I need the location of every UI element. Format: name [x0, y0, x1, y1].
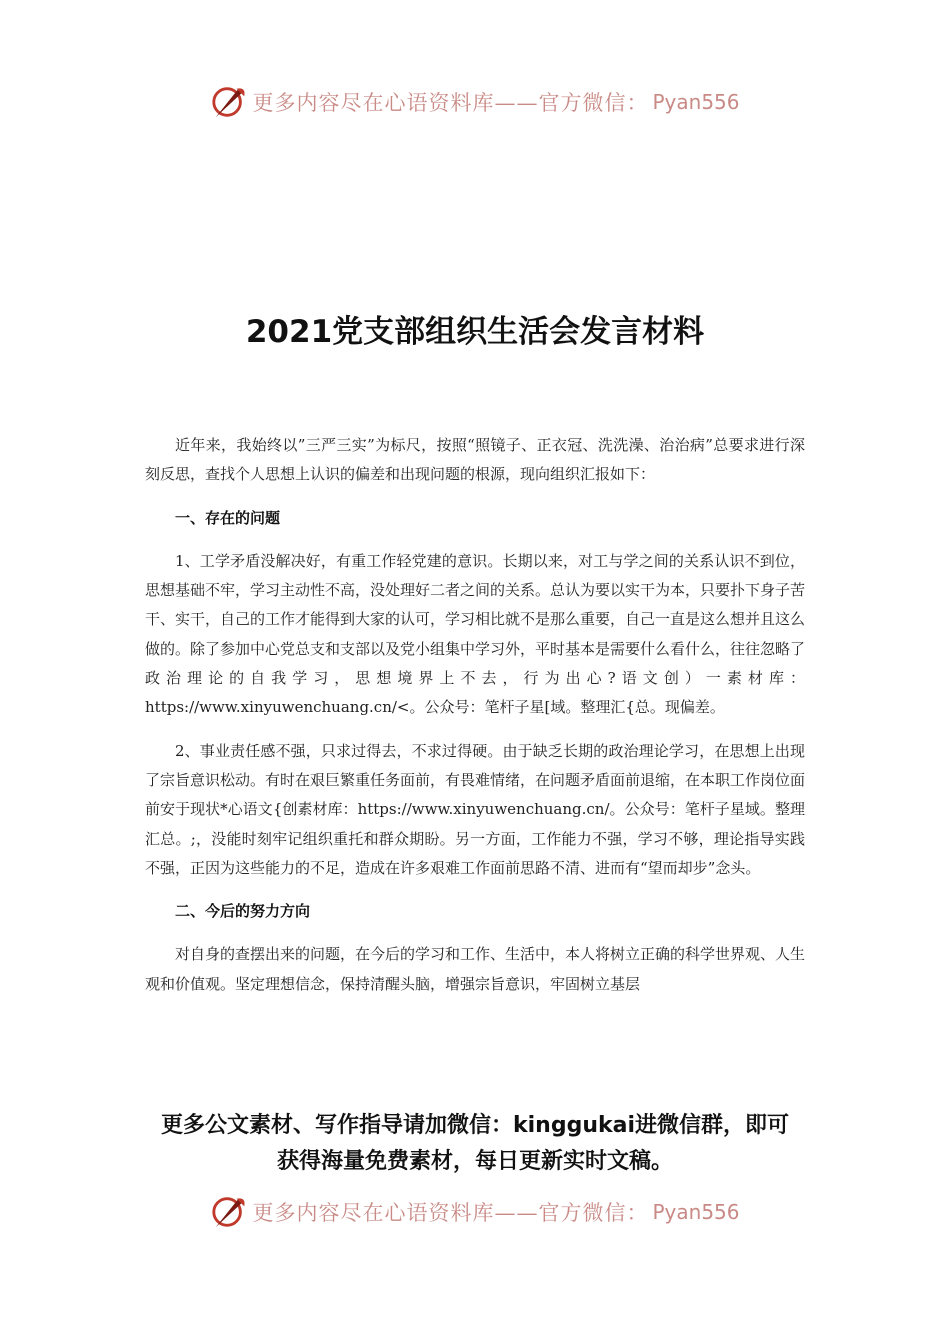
footer-wechat-id: Pyan556	[652, 1200, 740, 1224]
document-body	[145, 431, 805, 1013]
direction-paragraph: 对自身的查摆出来的问题，在今后的学习和工作、生活中，本人将树立正确的科学世界观、人生观和价值观。坚定理想信念，保持清醒头脑，增强宗旨意识，牢固树立基层	[145, 945, 806, 993]
intro-paragraph: 近年来，我始终以”三严三实”为标尺，按照“照镜子、正衣冠、洗洗澡、治治病”总要求进行深刻反思，查找个人思想上认识的偏差和出现问题的根源，现向组织汇报如下：	[145, 436, 805, 484]
section-heading-problems: 一、存在的问题	[175, 508, 281, 527]
quill-logo-icon	[210, 1193, 248, 1231]
footer-banner	[0, 1190, 950, 1234]
promo-line-2: 获得海量免费素材，每日更新实时文稿。	[276, 1149, 673, 1174]
problem-paragraph-2: 2、事业责任感不强，只求过得去，不求过得硬。由于缺乏长期的政治理论学习，在思想上出现了宗旨意识松动。有时在艰巨繁重任务面前，有畏难情绪，在问题矛盾面前退缩，在本职工作岗位面前安于现状*心语文{创素材库：https://www.xinyuwenchuang.cn/。公众号：笔杆子星域。整理汇总。;，没能时刻牢记组织重托和群众期盼。另一方面，工作能力不强，学习不够，理论指导实践不强，正因为这些能力的不足，造成在许多艰难工作面前思路不清、进而有“望而却步”念头。	[145, 741, 806, 877]
page-title: 2021党支部组织生活会发言材料	[245, 314, 705, 350]
quill-logo-icon	[210, 83, 248, 121]
header-banner	[0, 80, 950, 124]
footer-banner-text: 更多内容尽在心语资料库——官方微信：	[252, 1201, 649, 1225]
problem-paragraph-1: 1、工学矛盾没解决好，有重工作轻党建的意识。长期以来，对工与学之间的关系认识不到位，思想基础不牢，学习主动性不高，没处理好二者之间的关系。总认为要以实干为本，只要扑下身子苦干、实干，自己的工作才能得到大家的认可，学习相比就不是那么重要，自己一直是这么想并且这么做的。除了参加中心党总支和支部以及党小组集中学习外，平时基本是需要什么看什么，往往忽略了政治理论的自我学习，思想境界上不去，行为出心?语文创）一素材库：https://www.xinyuwenchuang.cn/<。公众号：笔杆子星[域。整理汇{总。现偏差。	[145, 551, 806, 717]
promo-notice	[100, 1108, 850, 1180]
section-heading-direction: 二、今后的努力方向	[175, 902, 311, 921]
header-wechat-id: Pyan556	[652, 90, 740, 114]
header-banner-text: 更多内容尽在心语资料库——官方微信：	[252, 91, 649, 115]
promo-line-1: 更多公文素材、写作指导请加微信：kinggukai进微信群，即可	[160, 1113, 789, 1138]
